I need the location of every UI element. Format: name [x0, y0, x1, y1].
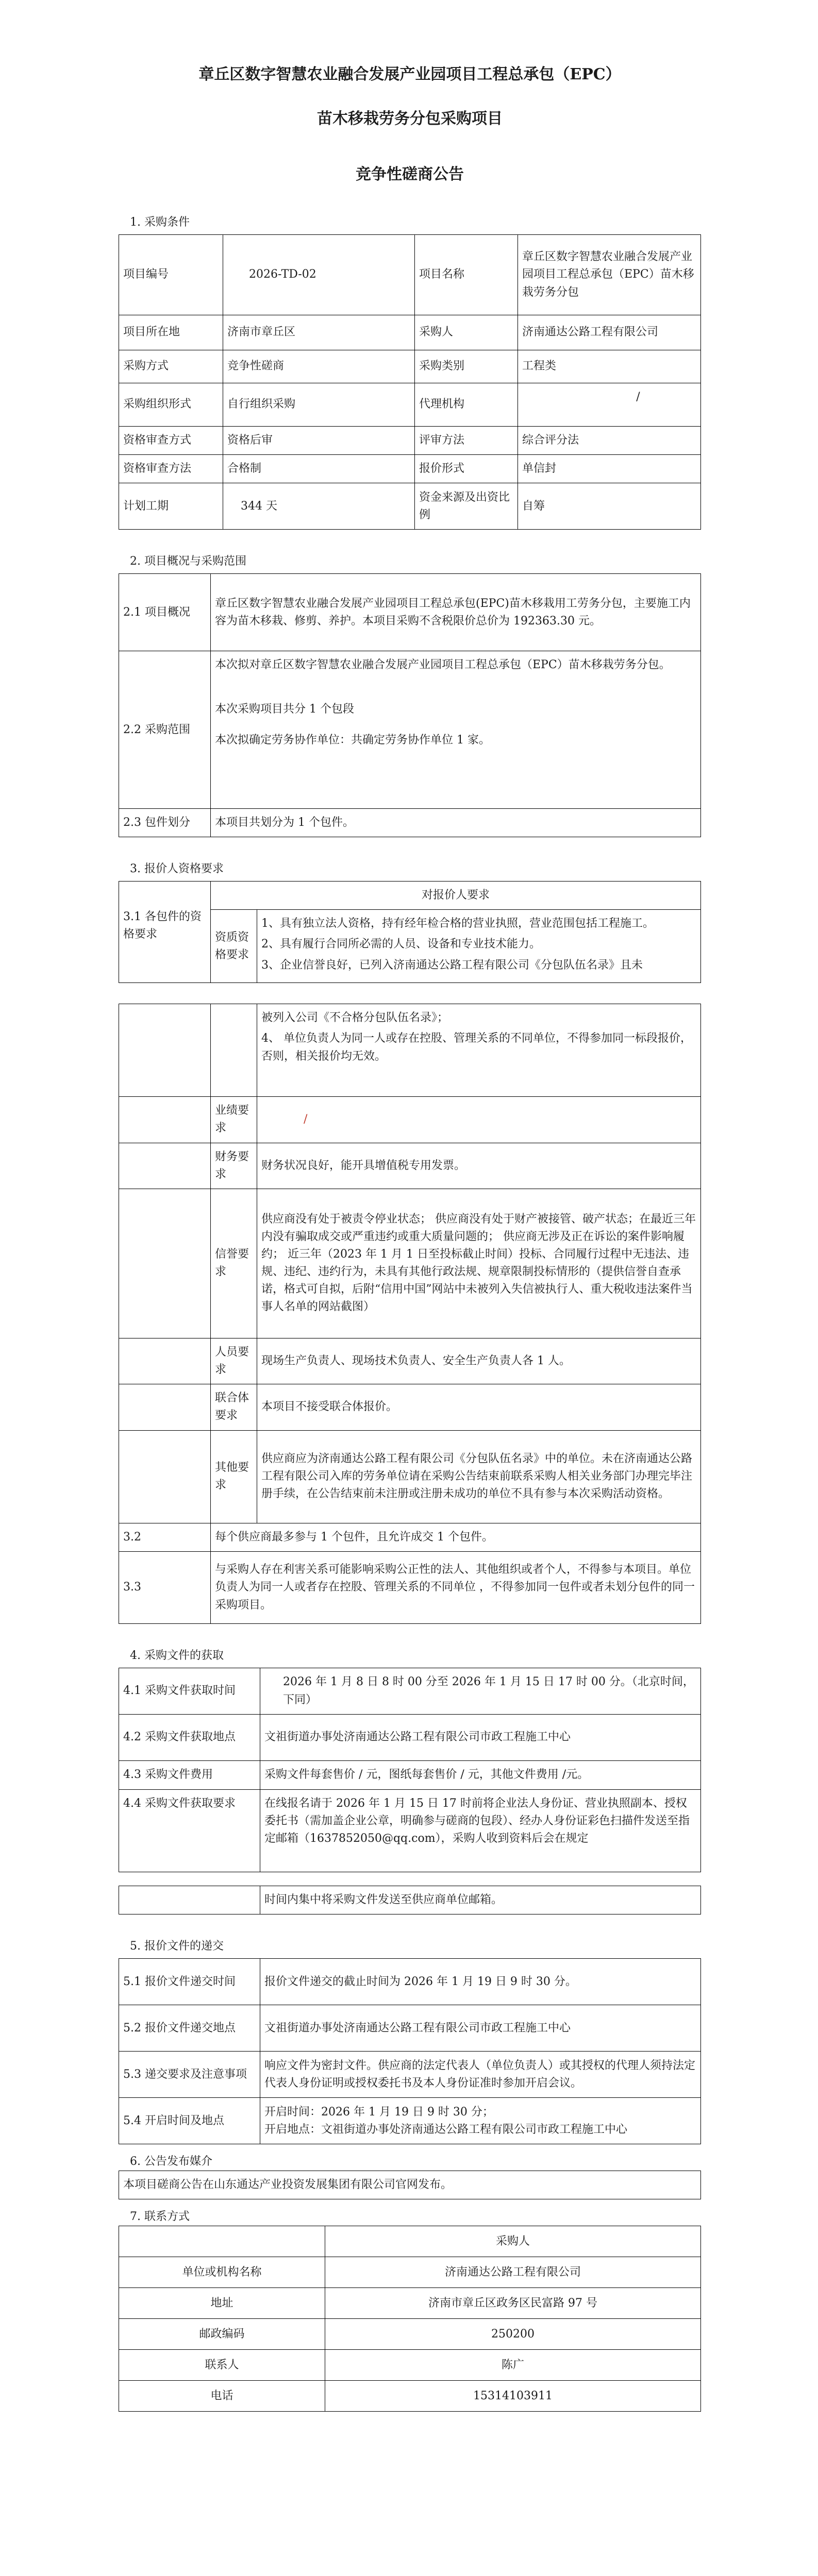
table-row: [119, 350, 701, 383]
cell-label: 计划工期: [119, 483, 223, 530]
section-5-heading: 5. 报价文件的递交: [130, 1940, 224, 1953]
table-row: [119, 1761, 701, 1790]
scope-paragraph: 本次拟对章丘区数字智慧农业融合发展产业园项目工程总承包（EPC）苗木移栽劳务分包。: [215, 658, 671, 672]
section-6-heading: 6. 公告发布媒介: [130, 2155, 212, 2168]
cell-value: 章丘区数字智慧农业融合发展产业园项目工程总承包(EPC)苗木移栽用工劳务分包，主要施工内容为苗木移栽、修剪、养护。本项目采购不含税限价总价为 192363.30 元。: [211, 574, 701, 651]
cell-label: 代理机构: [415, 383, 518, 427]
table-row: [119, 2052, 701, 2098]
table-row: [119, 483, 701, 530]
cell-label: 5.2 报价文件递交地点: [119, 2005, 260, 2052]
cell-label: 其他要求: [211, 1430, 257, 1523]
cell-value: 文祖街道办事处济南通达公路工程有限公司市政工程施工中心: [260, 1715, 701, 1761]
cell-label: 电话: [119, 2381, 325, 2412]
cell-value: 250200: [325, 2319, 701, 2350]
table-row: [119, 1959, 701, 2005]
cell-label: 资质资格要求: [211, 910, 257, 983]
table-row: [119, 2319, 701, 2350]
cell-value: 供应商没有处于被责令停业状态； 供应商没有处于财产被接管、破产状态；在最近三年内没有骗取成交或严重违约或重大质量问题的； 供应商无涉及正在诉讼的案件影响履约； 近三年（2023 年 1 月 1 日至投标截止时间）投标、合同履行过程中无违法、违规、违纪、违约行为，未具有其他行政法规、规章限制投标情形的（提供信誉自查承诺，格式可自拟，后附“信用中国”网站中未被列入失信被执行人、重大税收违法案件当事人名单的网站截图）: [257, 1189, 701, 1338]
cell-blank: [119, 1430, 211, 1523]
cell-value: 陈广: [325, 2350, 701, 2381]
cell-label: 4.3 采购文件费用: [119, 1761, 260, 1790]
table-row: [119, 1338, 701, 1384]
cell-value: 济南市章丘区政务区民富路 97 号: [325, 2288, 701, 2319]
qual-item: 4、 单位负责人为同一人或存在控股、管理关系的不同单位，不得参加同一标段报价，否则，相关报价均无效。: [261, 1032, 692, 1063]
table-row: [119, 2171, 701, 2199]
section-2-heading: 2. 项目概况与采购范围: [130, 555, 246, 568]
table-row: [119, 2350, 701, 2381]
cell-value: 本项目磋商公告在山东通达产业投资发展集团有限公司官网发布。: [119, 2171, 701, 2199]
cell-value: 2026 年 1 月 8 日 8 时 00 分至 2026 年 1 月 15 日 17 时 00 分。（北京时间，下同）: [260, 1668, 701, 1715]
section-3-heading: 3. 报价人资格要求: [130, 862, 224, 876]
table-row: [119, 2098, 701, 2144]
table-row: [119, 882, 701, 910]
cell-value: 报价文件递交的截止时间为 2026 年 1 月 19 日 9 时 30 分。: [260, 1959, 701, 2005]
cell-value: 响应文件为密封文件。供应商的法定代表人（单位负责人）或其授权的代理人须持法定代表人身份证明或授权委托书及本人身份证准时参加开启会议。: [260, 2052, 701, 2098]
cell-header: 采购人: [325, 2226, 701, 2257]
document-acquisition-table-cont: [119, 1886, 701, 1914]
opening-place: 开启地点：文祖街道办事处济南通达公路工程有限公司市政工程施工中心: [264, 2123, 628, 2136]
cell-value: 工程类: [518, 350, 701, 383]
table-row: [119, 383, 701, 427]
cell-value: 竞争性磋商: [223, 350, 415, 383]
cell-blank: [119, 1143, 211, 1189]
cell-value: 自筹: [518, 483, 701, 530]
cell-value: 单信封: [518, 455, 701, 483]
cell-value: [211, 651, 701, 809]
cell-value: 合格制: [223, 455, 415, 483]
cell-blank: [119, 1338, 211, 1384]
cell-value: [257, 910, 701, 983]
table-row: [119, 2226, 701, 2257]
cell-label: 业绩要求: [211, 1097, 257, 1143]
cell-label: 评审方法: [415, 427, 518, 455]
qual-item: 被列入公司《不合格分包队伍名录》；: [261, 1011, 449, 1025]
table-row: [119, 574, 701, 651]
project-overview-table: [119, 573, 701, 837]
cell-label: 2.2 采购范围: [119, 651, 211, 809]
cell-label: 资金来源及出资比例: [415, 483, 518, 530]
scope-paragraph: 本次拟确定劳务协作单位：共确定劳务协作单位 1 家。: [215, 734, 490, 747]
cell-value: 与采购人存在利害关系可能影响采购公正性的法人、其他组织或者个人，不得参与本项目。单位负责人为同一人或者存在控股、管理关系的不同单位 ，不得参加同一包件或者未划分包件的同一采购项目。: [211, 1552, 701, 1624]
table-row: [119, 1430, 701, 1523]
cell-value: 自行组织采购: [223, 383, 415, 427]
cell-label: 联系人: [119, 2350, 325, 2381]
table-row: [119, 1004, 701, 1097]
cell-label: 4.4 采购文件获取要求: [119, 1790, 260, 1872]
qual-item: 3、企业信誉良好，已列入济南通达公路工程有限公司《分包队伍名录》且未: [261, 958, 643, 972]
table-row: [119, 1790, 701, 1872]
cell-label: 2.3 包件划分: [119, 809, 211, 837]
table-row: [119, 1552, 701, 1624]
cell-value: 财务状况良好，能开具增值税专用发票。: [257, 1143, 701, 1189]
cell-value: 时间内集中将采购文件发送至供应商单位邮箱。: [260, 1886, 701, 1914]
cell-value: 济南市章丘区: [223, 315, 415, 350]
cell-value: 现场生产负责人、现场技术负责人、安全生产负责人各 1 人。: [257, 1338, 701, 1384]
cell-value: 济南通达公路工程有限公司: [518, 315, 701, 350]
doc-title-line2: 苗木移栽劳务分包采购项目: [317, 110, 503, 128]
cell-label: 信誉要求: [211, 1189, 257, 1338]
scope-paragraph: 本次采购项目共分 1 个包段: [215, 703, 354, 716]
cell-label: 联合体要求: [211, 1384, 257, 1430]
cell-value: 济南通达公路工程有限公司: [325, 2257, 701, 2288]
qual-item: 2、具有履行合同所必需的人员、设备和专业技术能力。: [261, 938, 541, 951]
procurement-conditions-table: [119, 234, 701, 530]
table-row: [119, 1668, 701, 1715]
cell-label: 3.3: [119, 1552, 211, 1624]
table-row: [119, 2288, 701, 2319]
cell-value: [257, 1004, 701, 1097]
cell-value: 本项目共划分为 1 个包件。: [211, 809, 701, 837]
table-row: [119, 809, 701, 837]
cell-label: 3.2: [119, 1523, 211, 1551]
cell-value: 资格后审: [223, 427, 415, 455]
table-row: [119, 315, 701, 350]
cell-blank: [119, 1189, 211, 1338]
cell-value: 344 天: [223, 483, 415, 530]
table-row: [119, 2005, 701, 2052]
doc-title-line3: 竞争性磋商公告: [356, 165, 464, 183]
cell-value: 每个供应商最多参与 1 个包件，且允许成交 1 个包件。: [211, 1523, 701, 1551]
cell-label: 报价形式: [415, 455, 518, 483]
cell-value: 供应商应为济南通达公路工程有限公司《分包队伍名录》中的单位。未在济南通达公路工程有限公司入库的劳务单位请在采购公告结束前联系采购人相关业务部门办理完毕注册手续，在公告结束前未注册或注册未成功的单位不具有参与本次采购活动资格。: [257, 1430, 701, 1523]
cell-header: 对报价人要求: [211, 882, 701, 910]
section-1-heading: 1. 采购条件: [130, 216, 190, 229]
cell-label: 采购组织形式: [119, 383, 223, 427]
cell-label: 2.1 项目概况: [119, 574, 211, 651]
document-page: [119, 0, 701, 2412]
table-row: [119, 1097, 701, 1143]
cell-label: 项目所在地: [119, 315, 223, 350]
submission-table: [119, 1958, 701, 2144]
table-row: [119, 455, 701, 483]
cell-label: 4.1 采购文件获取时间: [119, 1668, 260, 1715]
publication-table: [119, 2171, 701, 2199]
table-row: [119, 1523, 701, 1551]
opening-time: 开启时间：2026 年 1 月 19 日 9 时 30 分；: [264, 2105, 494, 2119]
cell-label: 4.2 采购文件获取地点: [119, 1715, 260, 1761]
cell-value: 2026-TD-02: [223, 235, 415, 315]
document-acquisition-table: [119, 1668, 701, 1872]
cell-value: /: [518, 383, 701, 427]
doc-title-line1: 章丘区数字智慧农业融合发展产业园项目工程总承包（EPC）: [198, 65, 621, 83]
cell-label: 财务要求: [211, 1143, 257, 1189]
cell-label: 3.1 各包件的资格要求: [119, 882, 211, 983]
table-row: [119, 427, 701, 455]
cell-blank: [119, 2226, 325, 2257]
table-row: [119, 651, 701, 809]
section-4-heading: 4. 采购文件的获取: [130, 1649, 224, 1663]
cell-label: 采购人: [415, 315, 518, 350]
qualification-table-part2: [119, 1004, 701, 1624]
table-row: [119, 1189, 701, 1338]
cell-label: 单位或机构名称: [119, 2257, 325, 2288]
cell-label: 人员要求: [211, 1338, 257, 1384]
table-row: [119, 1886, 701, 1914]
cell-label: 项目名称: [415, 235, 518, 315]
cell-value: 本项目不接受联合体报价。: [257, 1384, 701, 1430]
cell-value: 采购文件每套售价 / 元，图纸每套售价 / 元，其他文件费用 /元。: [260, 1761, 701, 1790]
cell-blank: [211, 1004, 257, 1097]
cell-label: 项目编号: [119, 235, 223, 315]
cell-label: 5.1 报价文件递交时间: [119, 1959, 260, 2005]
cell-blank: [119, 1384, 211, 1430]
cell-value: 综合评分法: [518, 427, 701, 455]
cell-value: [260, 2098, 701, 2144]
cell-label: 采购方式: [119, 350, 223, 383]
cell-blank: [119, 1004, 211, 1097]
cell-label: 地址: [119, 2288, 325, 2319]
cell-label: 采购类别: [415, 350, 518, 383]
cell-value: /: [257, 1097, 701, 1143]
table-row: [119, 1384, 701, 1430]
table-row: [119, 235, 701, 315]
section-7-heading: 7. 联系方式: [130, 2210, 190, 2224]
table-row: [119, 2257, 701, 2288]
contact-table: [119, 2226, 701, 2412]
cell-value: 文祖街道办事处济南通达公路工程有限公司市政工程施工中心: [260, 2005, 701, 2052]
cell-blank: [119, 1886, 260, 1914]
cell-label: 邮政编码: [119, 2319, 325, 2350]
cell-label: 资格审查方式: [119, 427, 223, 455]
table-row: [119, 1143, 701, 1189]
cell-label: 资格审查方法: [119, 455, 223, 483]
qual-item: 1、具有独立法人资格，持有经年检合格的营业执照，营业范围包括工程施工。: [261, 917, 655, 930]
table-row: [119, 2381, 701, 2412]
cell-label: 5.3 递交要求及注意事项: [119, 2052, 260, 2098]
cell-value: 在线报名请于 2026 年 1 月 15 日 17 时前将企业法人身份证、营业执照副本、授权委托书（需加盖企业公章，明确参与磋商的包段）、经办人身份证彩色扫描件发送至指定邮箱（1637852050@qq.com），采购人收到资料后会在规定: [260, 1790, 701, 1872]
table-row: [119, 1715, 701, 1761]
qualification-table-part1: [119, 881, 701, 983]
cell-value: 15314103911: [325, 2381, 701, 2412]
cell-blank: [119, 1097, 211, 1143]
cell-label: 5.4 开启时间及地点: [119, 2098, 260, 2144]
cell-value: 章丘区数字智慧农业融合发展产业园项目工程总承包（EPC）苗木移栽劳务分包: [518, 235, 701, 315]
